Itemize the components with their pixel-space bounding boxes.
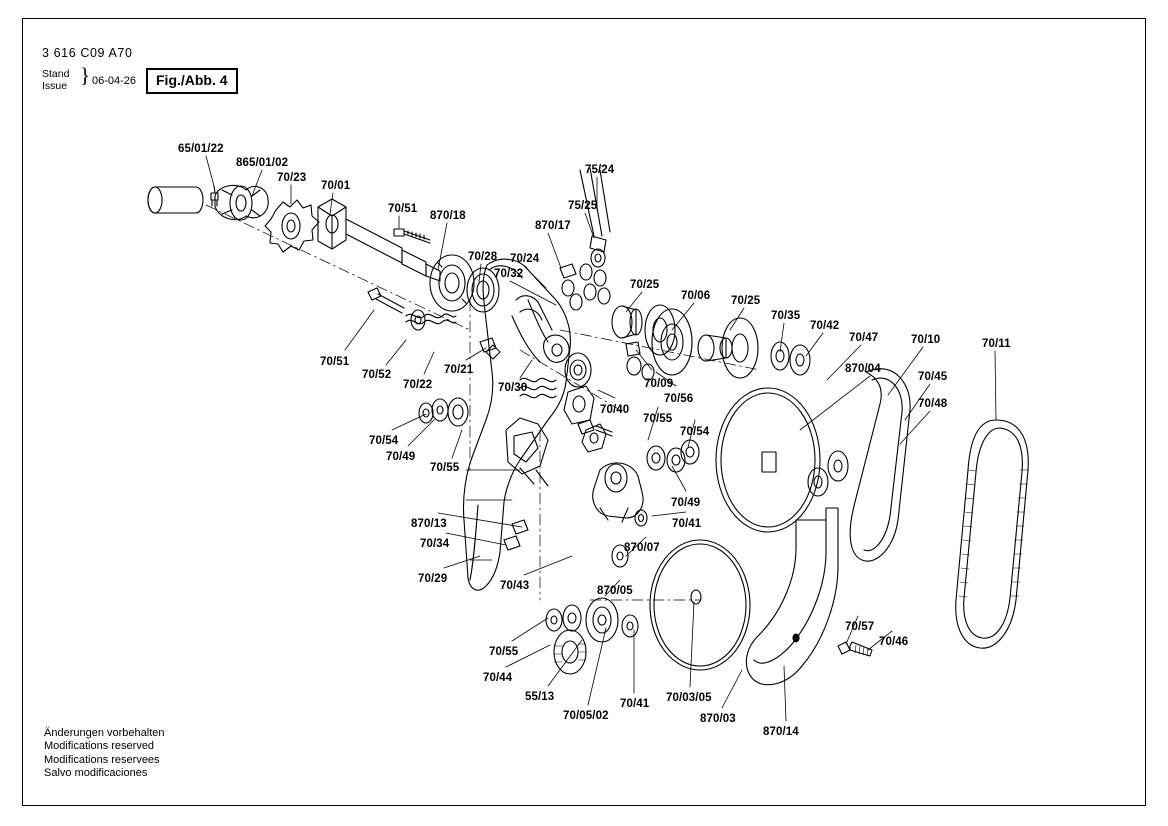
- page-border: [22, 18, 1146, 806]
- footer-line-fr: Modifications reservees: [44, 753, 160, 766]
- callout-870-03: 870/03: [700, 713, 736, 725]
- callout-870-18: 870/18: [430, 210, 466, 222]
- brace-glyph: }: [80, 63, 91, 87]
- callout-70-25-a: 70/25: [630, 279, 660, 291]
- callout-75-25: 75/25: [568, 200, 598, 212]
- callout-70-51-b: 70/51: [320, 356, 350, 368]
- callout-70-03-05: 70/03/05: [666, 692, 712, 704]
- callout-70-55-b: 70/55: [430, 462, 460, 474]
- callout-70-25-b: 70/25: [731, 295, 761, 307]
- callout-70-23: 70/23: [277, 172, 307, 184]
- callout-70-56: 70/56: [664, 393, 694, 405]
- callout-70-24: 70/24: [510, 253, 540, 265]
- callout-70-21: 70/21: [444, 364, 474, 376]
- footer-line-de: Änderungen vorbehalten: [44, 727, 165, 739]
- footer-line-es: Salvo modificaciones: [44, 767, 148, 780]
- callout-70-47: 70/47: [849, 332, 879, 344]
- callout-70-10: 70/10: [911, 334, 941, 346]
- callout-70-28: 70/28: [468, 251, 498, 263]
- callout-70-29: 70/29: [418, 573, 448, 585]
- callout-70-48: 70/48: [918, 398, 948, 410]
- callout-70-30: 70/30: [498, 382, 528, 394]
- callout-70-40: 70/40: [600, 404, 630, 416]
- callout-65-01-22: 65/01/22: [178, 143, 224, 155]
- callout-70-22: 70/22: [403, 379, 433, 391]
- document-number: 3 616 C09 A70: [42, 46, 133, 60]
- callout-70-06: 70/06: [681, 290, 711, 302]
- callout-70-43: 70/43: [500, 580, 530, 592]
- issue-label: Issue: [42, 80, 68, 92]
- callout-870-05: 870/05: [597, 585, 633, 597]
- callout-70-55-c: 70/55: [489, 646, 519, 658]
- callout-70-46: 70/46: [879, 636, 909, 648]
- callout-70-49-a: 70/49: [386, 451, 416, 463]
- callout-70-49-b: 70/49: [671, 497, 701, 509]
- callout-70-01: 70/01: [321, 180, 351, 192]
- callout-70-55-a: 70/55: [643, 413, 673, 425]
- callout-70-54-a: 70/54: [680, 426, 710, 438]
- footer-disclaimer: [44, 727, 164, 781]
- callout-70-41-a: 70/41: [672, 518, 702, 530]
- callout-70-52: 70/52: [362, 369, 392, 381]
- callout-70-32: 70/32: [494, 268, 524, 280]
- callout-70-41-b: 70/41: [620, 698, 650, 710]
- callout-70-42: 70/42: [810, 320, 840, 332]
- callout-870-13: 870/13: [411, 518, 447, 530]
- stand-label: Stand: [42, 68, 70, 80]
- callout-70-05-02: 70/05/02: [563, 710, 609, 722]
- callout-870-17: 870/17: [535, 220, 571, 232]
- callout-70-09: 70/09: [644, 378, 674, 390]
- footer-line-en: Modifications reserved: [44, 740, 155, 753]
- callout-70-44: 70/44: [483, 672, 513, 684]
- callout-70-45: 70/45: [918, 371, 948, 383]
- callout-870-14: 870/14: [763, 726, 799, 738]
- figure-label: Fig./Abb. 4: [146, 68, 238, 94]
- callout-70-34: 70/34: [420, 538, 450, 550]
- callout-55-13: 55/13: [525, 691, 555, 703]
- callout-865-01-02: 865/01/02: [236, 157, 289, 169]
- callout-70-51-a: 70/51: [388, 203, 418, 215]
- callout-70-57: 70/57: [845, 621, 875, 633]
- issue-date: 06-04-26: [92, 75, 137, 87]
- callout-70-11: 70/11: [982, 338, 1011, 350]
- callout-70-35: 70/35: [771, 310, 801, 322]
- callout-70-54-b: 70/54: [369, 435, 399, 447]
- callout-870-07: 870/07: [624, 542, 660, 554]
- callout-870-04: 870/04: [845, 363, 881, 375]
- stand-issue-block: [42, 63, 91, 92]
- callout-75-24: 75/24: [585, 164, 615, 176]
